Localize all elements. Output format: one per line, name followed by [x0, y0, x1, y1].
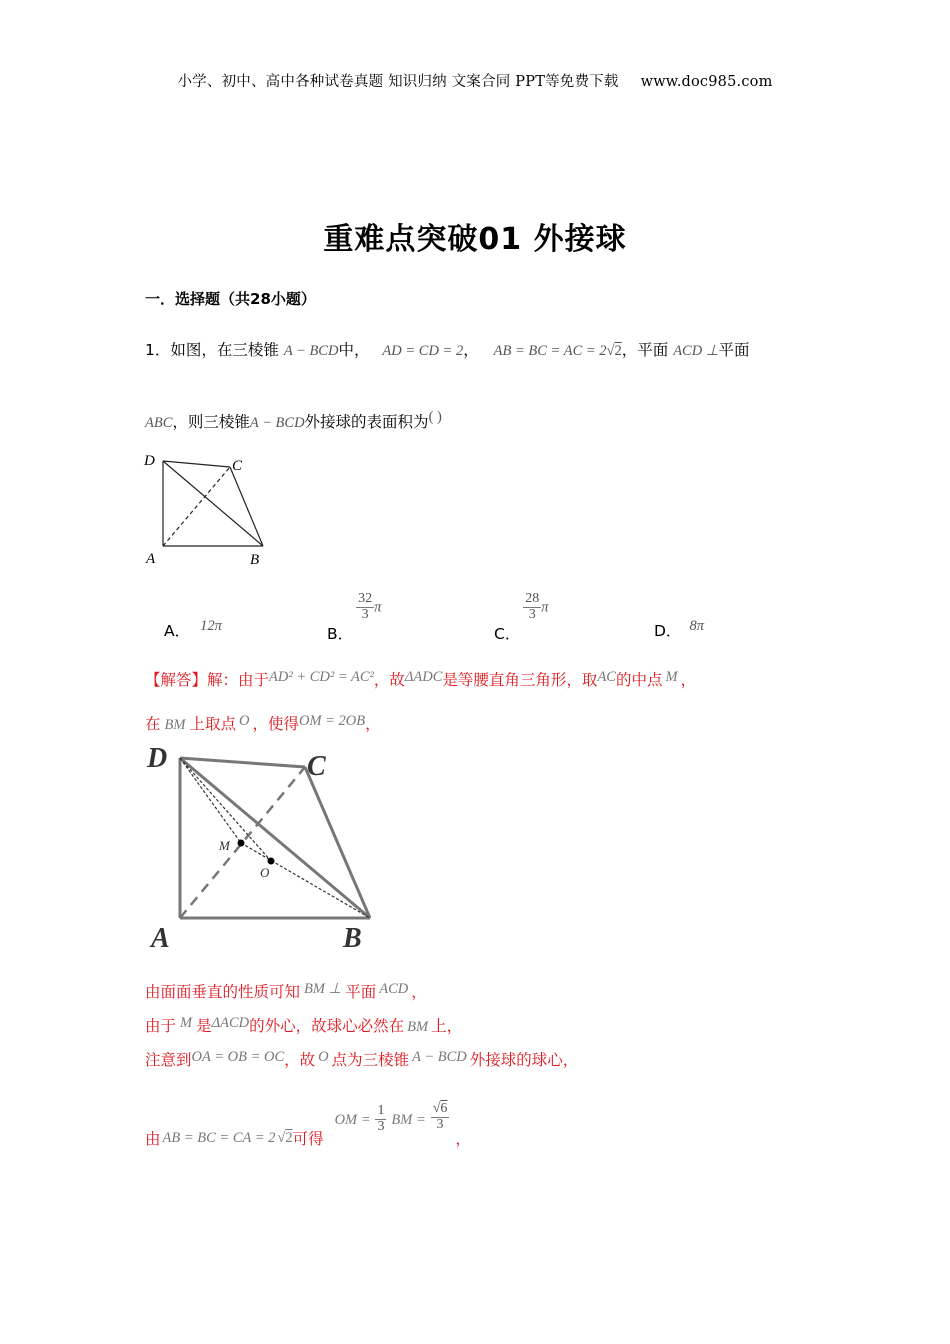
- figure-1-pyramid: [140, 448, 280, 573]
- label-d: D: [144, 453, 155, 469]
- solution-line-6: 由 AB = BC = CA = 2 √2可得 OM = $\frac{1}{3}$ BM = $\frac{√6}{3}$ ，: [145, 1101, 471, 1148]
- label-a: A: [146, 551, 156, 567]
- figure-2-pyramid: [140, 740, 380, 955]
- page-header: [0, 70, 950, 91]
- label-b: B: [250, 552, 260, 568]
- section-heading: 一．选择题（共28小题）: [145, 290, 316, 308]
- label-d: D: [147, 743, 168, 774]
- option-c[interactable]: C． $\frac{28}{3}$ π: [494, 591, 549, 643]
- solution-line-4: 由于 M 是ΔACD的外心，故球心必然在 BM 上，: [145, 1015, 463, 1035]
- label-a: A: [151, 923, 170, 954]
- label-c: C: [232, 458, 243, 474]
- solution-line-2: 在 BM 上取点 O ，使得OM = 2OB，: [145, 713, 381, 733]
- solution-tag: 【解答】: [145, 671, 208, 689]
- label-m: M: [219, 838, 230, 853]
- label-o: O: [260, 865, 270, 880]
- label-c: C: [307, 751, 326, 782]
- solution-line-1: 【解答】解：由于AD² + CD² = AC²，故ΔADC是等腰直角三角形，取AC的中点 M ，: [145, 669, 697, 689]
- option-d[interactable]: D． 8π: [654, 618, 704, 640]
- page-title: 重难点突破01 外接球: [323, 222, 627, 257]
- option-a[interactable]: A． 12π: [164, 618, 222, 640]
- header-url: www.doc985.com: [640, 74, 773, 90]
- solution-line-5: 注意到OA = OB = OC，故 O 点为三棱锥 A − BCD 外接球的球心，: [145, 1049, 579, 1069]
- solution-line-3: 由面面垂直的性质可知 BM ⊥ 平面 ACD ，: [145, 981, 427, 1001]
- option-b[interactable]: B． $\frac{32}{3}$ π: [327, 591, 382, 643]
- label-b: B: [343, 923, 362, 954]
- question-line-1: 1．如图，在三棱锥 A − BCD中， AD = CD = 2， AB = BC = AC = 2√2，平面 ACD ⊥平面: [145, 341, 750, 359]
- header-left-text: 小学、初中、高中各种试卷真题 知识归纳 文案合同 PPT等免费下载: [177, 74, 619, 90]
- question-line-2: ABC，则三棱锥A − BCD外接球的表面积为( ): [145, 409, 442, 431]
